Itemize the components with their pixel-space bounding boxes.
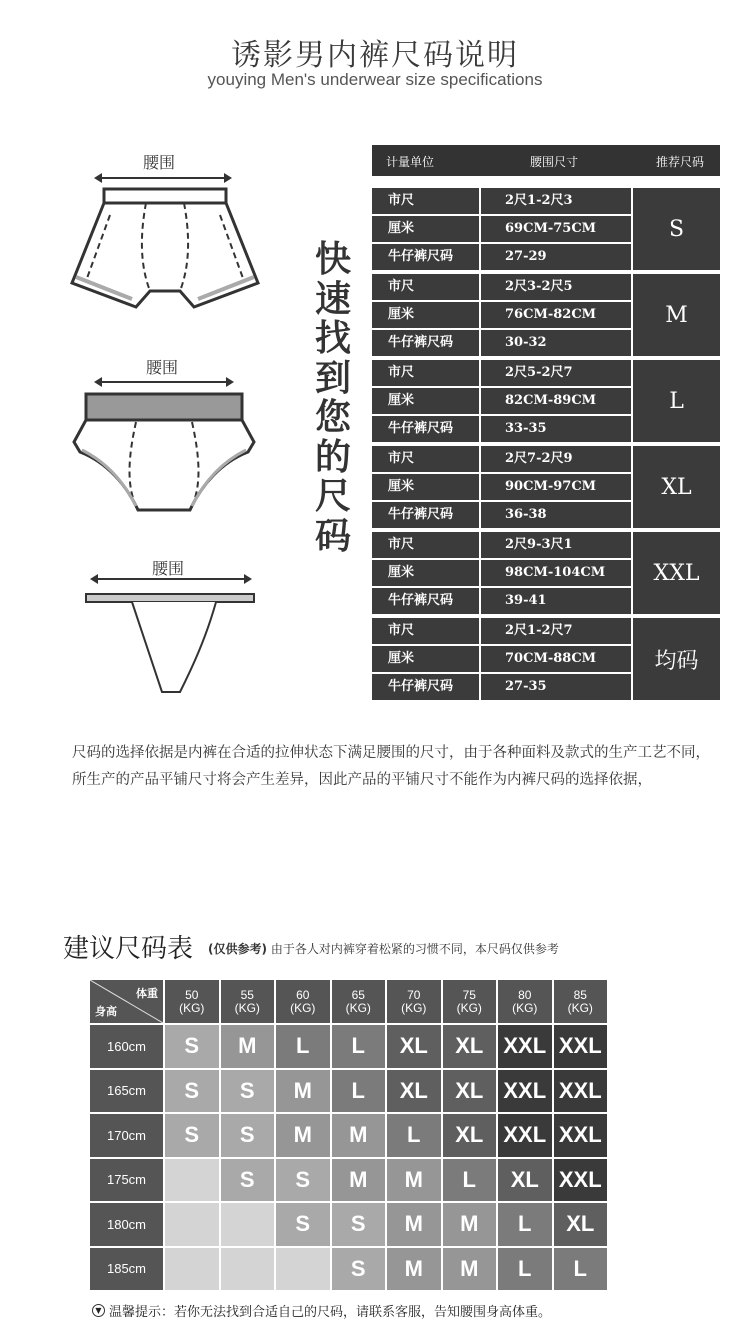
waist-value-cell: 36-38 [481, 502, 631, 528]
size-cell: XL [387, 1070, 441, 1113]
size-cell: XXL [498, 1025, 552, 1068]
size-cell: M [221, 1025, 275, 1068]
size-table-header [372, 145, 720, 176]
waist-value-cell: 70CM-88CM [481, 646, 631, 672]
height-label: 185cm [90, 1248, 163, 1291]
size-cell: XXL [554, 1070, 608, 1113]
weight-header [443, 980, 497, 1023]
waist-value-cell: 2尺3-2尺5 [481, 274, 631, 300]
header-recommend: 推荐尺码 [656, 155, 705, 169]
size-cell: L [498, 1248, 552, 1291]
unit-cell: 厘米 [372, 646, 479, 672]
weight-unit: (KG) [345, 1000, 371, 1015]
unit-cell: 市尺 [372, 188, 479, 214]
size-cell: XL [443, 1070, 497, 1113]
waist-value-cell: 27-35 [481, 674, 631, 700]
size-cell: L [443, 1159, 497, 1202]
unit-cell: 厘米 [372, 474, 479, 500]
size-cell: S [221, 1070, 275, 1113]
chevron-down-circle-icon: ▼ [92, 1304, 105, 1317]
unit-cell: 市尺 [372, 360, 479, 386]
weight-value: 80 [518, 987, 532, 1002]
size-cell: L [387, 1114, 441, 1157]
size-cell: M [387, 1203, 441, 1246]
brief-waist-label: 腰围 [146, 358, 179, 377]
weight-value: 50 [185, 987, 199, 1002]
header-waist: 腰围尺寸 [530, 155, 579, 169]
size-cell: L [332, 1070, 386, 1113]
size-cell: S [332, 1203, 386, 1246]
waist-value-cell: 2尺5-2尺7 [481, 360, 631, 386]
waist-value-cell: 2尺1-2尺3 [481, 188, 631, 214]
weight-unit: (KG) [179, 1000, 205, 1015]
waist-value-cell: 39-41 [481, 588, 631, 614]
weight-header [276, 980, 330, 1023]
page-subtitle: youying Men's underwear size specifications [207, 70, 543, 89]
weight-header [332, 980, 386, 1023]
weight-value: 65 [351, 987, 365, 1002]
size-cell: M [443, 1248, 497, 1291]
page-title: 诱影男内裤尺码说明 [231, 38, 519, 73]
unit-cell: 牛仔裤尺码 [372, 502, 479, 528]
boxer-briefs-illustration [60, 185, 270, 315]
size-cell: L [332, 1025, 386, 1068]
size-cell [221, 1203, 275, 1246]
waist-value-cell: 27-29 [481, 244, 631, 270]
unit-cell: 牛仔裤尺码 [372, 588, 479, 614]
tip: ▼ 温馨提示：若你无法找到合适自己的尺码，请联系客服，告知腰围身高体重。 [92, 1301, 551, 1320]
weight-header [387, 980, 441, 1023]
recommended-size-2: L [633, 360, 720, 442]
unit-cell: 厘米 [372, 388, 479, 414]
size-cell: XXL [554, 1159, 608, 1202]
size-cell: L [276, 1025, 330, 1068]
weight-value: 70 [407, 987, 421, 1002]
vertical-slogan: 快 速 找 到 您 的 尺 码 [314, 238, 351, 557]
brief-waist-arrow [96, 381, 232, 383]
size-cell: S [165, 1070, 219, 1113]
weight-value: 85 [573, 987, 587, 1002]
unit-cell: 厘米 [372, 560, 479, 586]
size-cell: M [332, 1114, 386, 1157]
recommended-size-0: S [633, 188, 720, 270]
waist-value-cell: 90CM-97CM [481, 474, 631, 500]
thong-waist-label: 腰围 [152, 559, 185, 578]
waist-value-cell: 82CM-89CM [481, 388, 631, 414]
boxer-waist-label: 腰围 [143, 153, 176, 172]
weight-value: 55 [240, 987, 254, 1002]
size-cell: S [221, 1159, 275, 1202]
size-cell: M [332, 1159, 386, 1202]
size-cell: M [387, 1248, 441, 1291]
size-cell: XL [443, 1114, 497, 1157]
size-cell: M [276, 1114, 330, 1157]
unit-cell: 市尺 [372, 274, 479, 300]
weight-unit: (KG) [234, 1000, 260, 1015]
size-cell: XL [387, 1025, 441, 1068]
size-cell: XL [443, 1025, 497, 1068]
waist-value-cell: 33-35 [481, 416, 631, 442]
size-cell: XL [554, 1203, 608, 1246]
recommended-size-4: XXL [633, 532, 720, 614]
recommended-size-3: XL [633, 446, 720, 528]
waist-value-cell: 30-32 [481, 330, 631, 356]
size-cell [165, 1248, 219, 1291]
waist-value-cell: 2尺7-2尺9 [481, 446, 631, 472]
weight-unit: (KG) [512, 1000, 538, 1015]
grid-corner [90, 980, 163, 1023]
size-cell: XXL [554, 1114, 608, 1157]
size-cell [165, 1203, 219, 1246]
size-cell: S [332, 1248, 386, 1291]
waist-value-cell: 76CM-82CM [481, 302, 631, 328]
size-cell: S [221, 1114, 275, 1157]
weight-header [554, 980, 608, 1023]
corner-height-label: 身高 [95, 1006, 117, 1018]
thong-waist-arrow [92, 578, 250, 580]
weight-unit: (KG) [456, 1000, 482, 1015]
recommend-title: 建议尺码表 [63, 934, 194, 964]
unit-cell: 厘米 [372, 216, 479, 242]
size-cell: XXL [554, 1025, 608, 1068]
height-label: 170cm [90, 1114, 163, 1157]
waist-value-cell: 2尺1-2尺7 [481, 618, 631, 644]
weight-value: 75 [462, 987, 476, 1002]
unit-cell: 市尺 [372, 446, 479, 472]
unit-cell: 牛仔裤尺码 [372, 330, 479, 356]
recommended-size-5: 均码 [633, 618, 720, 700]
size-cell: M [443, 1203, 497, 1246]
waist-value-cell: 2尺9-3尺1 [481, 532, 631, 558]
thong-illustration [82, 588, 262, 700]
size-cell: S [276, 1203, 330, 1246]
unit-cell: 市尺 [372, 618, 479, 644]
weight-unit: (KG) [567, 1000, 593, 1015]
size-note: 尺码的选择依据是内裤在合适的拉伸状态下满足腰围的尺寸，由于各种面料及款式的生产工艺不同，所生产的产品平铺尺寸将会产生差异，因此产品的平铺尺寸不能作为内裤尺码的选择依据， [72, 745, 710, 788]
boxer-waist-arrow [96, 177, 230, 179]
weight-header [498, 980, 552, 1023]
height-label: 165cm [90, 1070, 163, 1113]
unit-cell: 市尺 [372, 532, 479, 558]
size-cell: S [165, 1114, 219, 1157]
waist-value-cell: 98CM-104CM [481, 560, 631, 586]
weight-value: 60 [296, 987, 310, 1002]
size-cell: XXL [498, 1070, 552, 1113]
waist-value-cell: 69CM-75CM [481, 216, 631, 242]
unit-cell: 牛仔裤尺码 [372, 674, 479, 700]
height-label: 160cm [90, 1025, 163, 1068]
size-cell: M [387, 1159, 441, 1202]
weight-header [221, 980, 275, 1023]
size-cell [221, 1248, 275, 1291]
size-cell: XXL [498, 1114, 552, 1157]
header-unit: 计量单位 [386, 155, 435, 169]
height-label: 175cm [90, 1159, 163, 1202]
size-cell [165, 1159, 219, 1202]
unit-cell: 牛仔裤尺码 [372, 416, 479, 442]
size-cell: L [498, 1203, 552, 1246]
recommended-size-1: M [633, 274, 720, 356]
corner-weight-label: 体重 [136, 988, 158, 1000]
weight-unit: (KG) [290, 1000, 316, 1015]
height-label: 180cm [90, 1203, 163, 1246]
size-cell [276, 1248, 330, 1291]
weight-header [165, 980, 219, 1023]
recommend-subtitle: (仅供参考) 由于各人对内裤穿着松紧的习惯不同，本尺码仅供参考 [208, 942, 559, 956]
size-cell: M [276, 1070, 330, 1113]
size-cell: S [165, 1025, 219, 1068]
size-cell: XL [498, 1159, 552, 1202]
unit-cell: 牛仔裤尺码 [372, 244, 479, 270]
briefs-illustration [66, 388, 262, 518]
size-cell: L [554, 1248, 608, 1291]
size-cell: S [276, 1159, 330, 1202]
weight-unit: (KG) [401, 1000, 427, 1015]
unit-cell: 厘米 [372, 302, 479, 328]
